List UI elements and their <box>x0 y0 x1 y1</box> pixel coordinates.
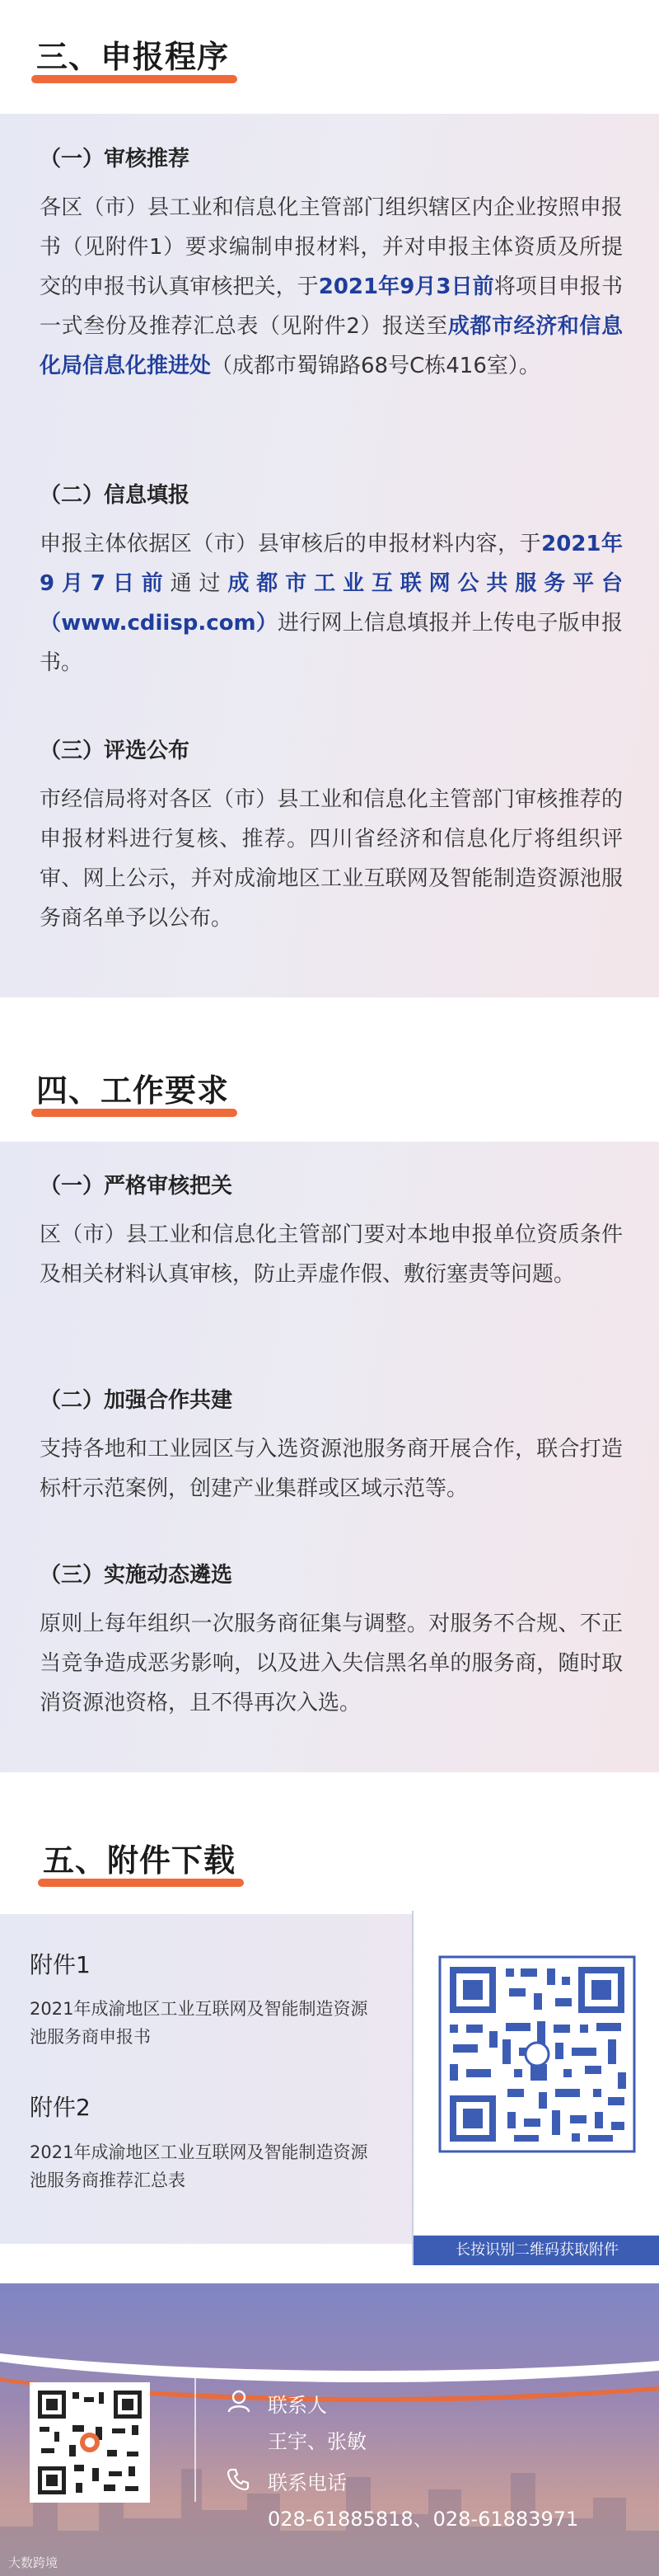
person-icon <box>227 2389 251 2417</box>
contact-footer <box>0 2283 659 2576</box>
footer-divider <box>194 2378 196 2502</box>
req-heading-dynamic: （三）实施动态遴选 <box>40 1563 233 1588</box>
phone-numbers[interactable]: 028-61885818、028-61883971 <box>268 2508 579 2531</box>
platform-link[interactable]: 成都市工业互联网公共服务平台（www.cdiisp.com） <box>40 571 623 636</box>
phone-icon <box>227 2466 251 2494</box>
wechat-qr-code-icon[interactable] <box>30 2382 150 2503</box>
qr-caption: 长按识别二维码获取附件 <box>414 2236 659 2265</box>
req-text-cooperation: 支持各地和工业园区与入选资源池服务商开展合作，联合打造标杆示范案例，创建产业集群或区域示范等。 <box>40 1437 623 1501</box>
contact-names: 王宇、张敏 <box>268 2430 367 2453</box>
attachments-qr-card[interactable] <box>412 1911 659 2265</box>
qr-code-icon[interactable] <box>432 1924 643 2229</box>
watermark-text: 大数跨境 <box>8 2555 58 2570</box>
contact-label: 联系人 <box>268 2394 327 2417</box>
section-title-text: 五、附件下载 <box>43 1842 236 1879</box>
title-underline <box>38 1879 244 1887</box>
title-underline <box>31 1109 237 1117</box>
section-title-attachments <box>43 1835 236 1880</box>
title-underline <box>31 75 237 83</box>
step-heading-review: （一）审核推荐 <box>40 147 190 171</box>
phone-label: 联系电话 <box>268 2471 347 2494</box>
attachment-2-label[interactable]: 附件2 <box>30 2094 91 2121</box>
deadline-date-1: 2021年9月3日前 <box>318 274 494 299</box>
section-title-text: 四、工作要求 <box>36 1072 230 1109</box>
attachment-1-label[interactable]: 附件1 <box>30 1951 91 1978</box>
step-text-review: 各区（市）县工业和信息化主管部门组织辖区内企业按照申报书（见附件1）要求编制申报材料，并对申报主体资质及所提交的申报书认真审核把关，于2021年9月3日前将项目申报书一式叁份及推荐汇总表（见附件2）报送至成都市经济和信息化局信息化推进处（成都市蜀锦路68号C栋416室）。 <box>40 195 623 378</box>
step-heading-fill: （二）信息填报 <box>40 483 190 508</box>
attachment-1-desc[interactable]: 2021年成渝地区工业互联网及智能制造资源池服务商申报书 <box>30 1999 368 2047</box>
req-heading-cooperation: （二）加强合作共建 <box>40 1388 233 1413</box>
section-title-procedure <box>36 31 229 77</box>
deadline-date-2: 2021年9月7日前 <box>40 532 623 596</box>
attachment-2-desc[interactable]: 2021年成渝地区工业互联网及智能制造资源池服务商推荐汇总表 <box>30 2142 368 2190</box>
req-heading-review: （一）严格审核把关 <box>40 1174 233 1199</box>
step-text-fill: 申报主体依据区（市）县审核后的申报材料内容，于2021年9月7日前通过成都市工业互联网公共服务平台（www.cdiisp.com）进行网上信息填报并上传电子版申报书。 <box>40 532 623 675</box>
office-name: 成都市经济和信息化局信息化推进处 <box>40 314 623 378</box>
req-text-dynamic: 原则上每年组织一次服务商征集与调整。对服务不合规、不正当竞争造成恶劣影响，以及进入失信黑名单的服务商，随时取消资源池资格，且不得再次入选。 <box>40 1612 623 1715</box>
step-heading-publish: （三）评选公布 <box>40 739 190 763</box>
req-text-review: 区（市）县工业和信息化主管部门要对本地申报单位资质条件及相关材料认真审核，防止弄虚作假、敷衍塞责等问题。 <box>40 1222 623 1287</box>
section-title-requirements <box>36 1065 229 1110</box>
section-title-text: 三、申报程序 <box>36 39 230 75</box>
step-text-publish: 市经信局将对各区（市）县工业和信息化主管部门审核推荐的申报材料进行复核、推荐。四川省经济和信息化厅将组织评审、网上公示，并对成渝地区工业互联网及智能制造资源池服务商名单予以公布。 <box>40 787 623 931</box>
